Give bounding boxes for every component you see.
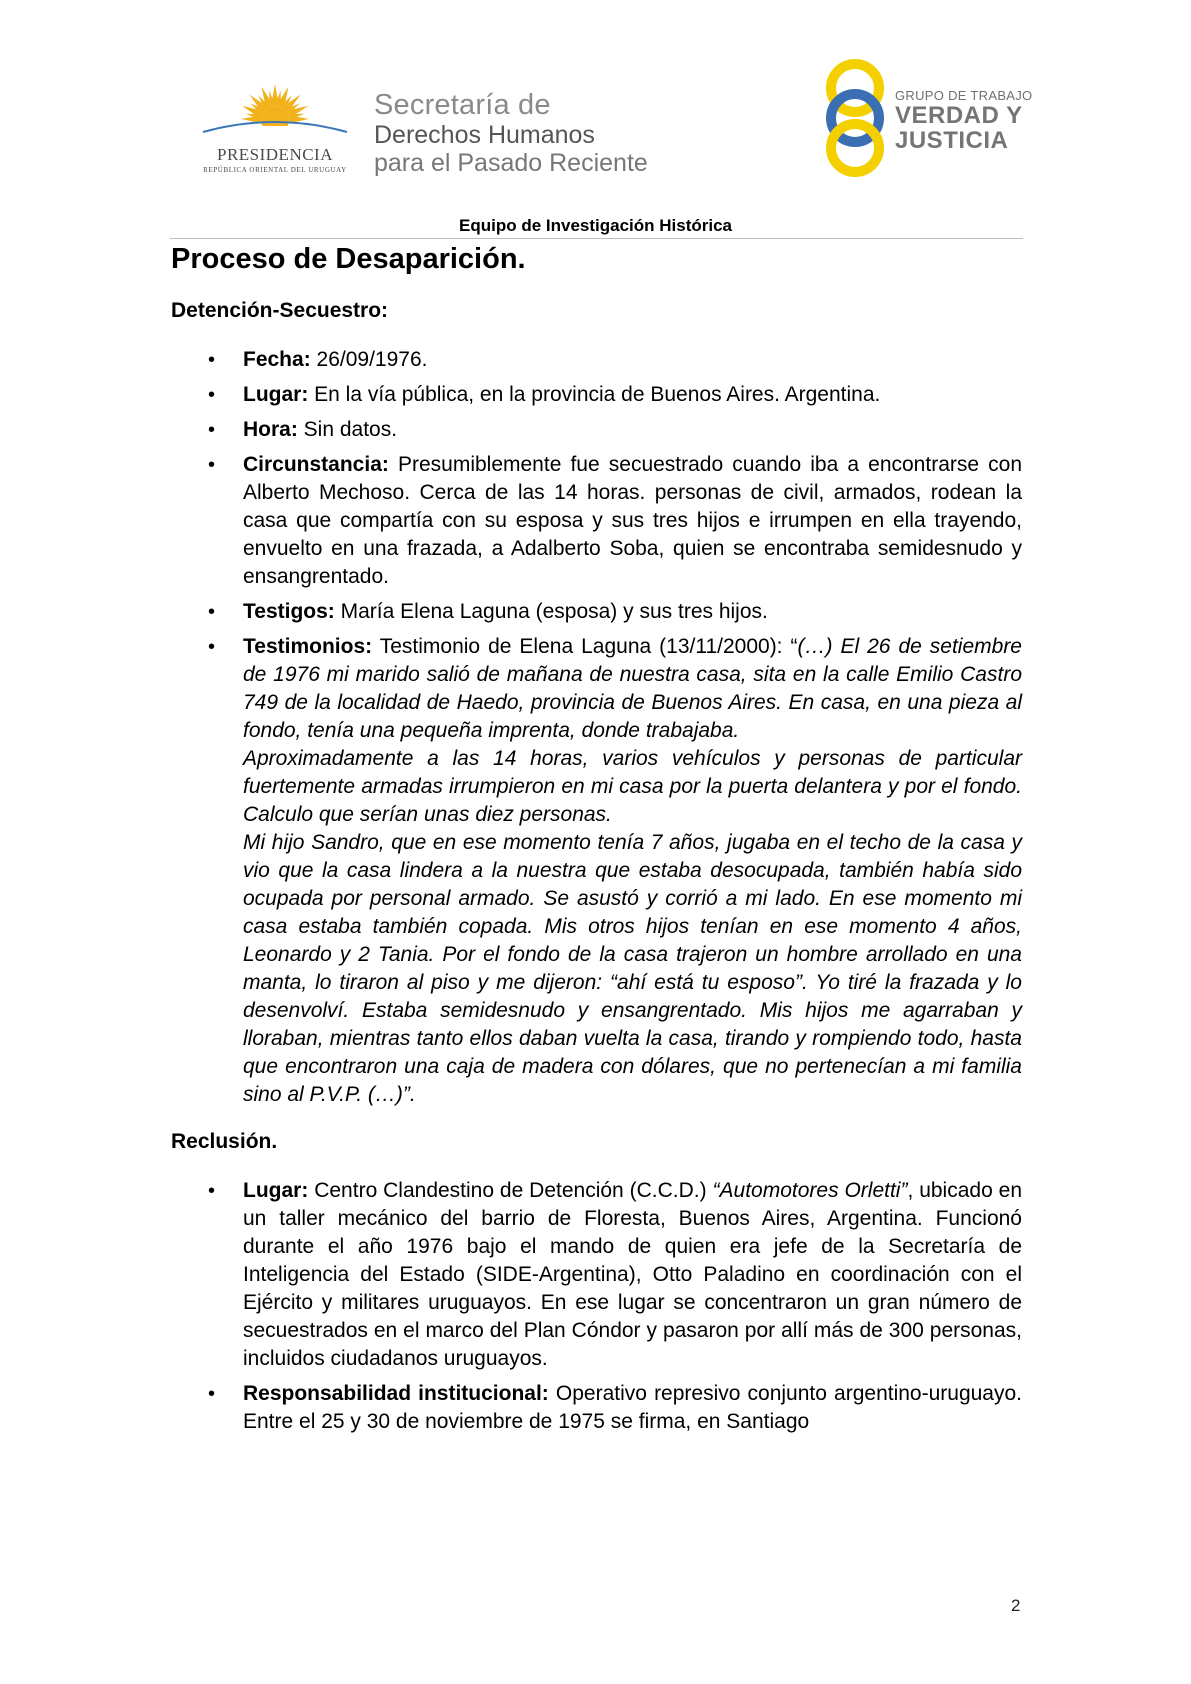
page-header <box>0 0 1191 235</box>
circunstancia-value: Presumiblemente fue secuestrado cuando iba a encontrarse con Alberto Mechoso. Cerca de las 14 horas. personas de civil, armados, rodean la casa que compartía con su esposa y sus tres hijos e irrumpen en ella trayendo, envuelto en una frazada, a Adalberto Soba, quien se encontraba semidesnudo y ensangrentado. <box>243 453 1022 588</box>
document-body <box>171 242 1022 1443</box>
list-item-fecha <box>171 346 1022 374</box>
testimonio-paragraph-1: (…) El 26 de setiembre de 1976 mi marido salió de mañana de nuestra casa, sita en la calle Emilio Castro 749 de la localidad de Haedo, provincia de Buenos Aires. En casa, en una pieza al fondo, tenía una pequeña imprenta, donde trabajaba. <box>243 635 1022 742</box>
fecha-value: 26/09/1976. <box>310 348 428 371</box>
testimonios-intro: Testimonio de Elena Laguna (13/11/2000): “ <box>372 635 798 658</box>
reclusion-lugar-label: Lugar: <box>243 1179 309 1202</box>
section-heading-reclusion: Reclusión. <box>171 1130 278 1153</box>
page-title: Proceso de Desaparición. <box>171 243 526 275</box>
team-name: Equipo de Investigación Histórica <box>459 216 732 235</box>
gtvj-line-3: JUSTICIA <box>895 127 1009 154</box>
hora-label: Hora: <box>243 418 298 441</box>
verdad-justicia-rings-icon <box>820 58 890 178</box>
circunstancia-label: Circunstancia: <box>243 453 389 476</box>
reclusion-lugar-post: , ubicado en un taller mecánico del barrio de Floresta, Buenos Aires, Argentina. Funcionó durante el año 1976 bajo el mando de quien era jefe de la Secretaría de Inteligencia del Estado (SIDE-Argentina), Otto Paladino en coordinación con el Ejército y militares uruguayos. En ese lugar se concentraron un gran número de secuestrados en el marco del Plan Cóndor y pasaron por allí más de 300 personas, incluidos ciudadanos uruguayos. <box>243 1179 1022 1370</box>
list-item-reclusion-lugar <box>171 1177 1022 1373</box>
detencion-list <box>171 346 1022 1109</box>
bullet-icon: • <box>208 349 216 371</box>
header-divider <box>170 238 1023 239</box>
reclusion-lugar-pre: Centro Clandestino de Detención (C.C.D.) <box>308 1179 713 1202</box>
bullet-icon: • <box>208 601 216 623</box>
testimonio-paragraph-2: Aproximadamente a las 14 horas, varios vehículos y personas de particular fuertemente armadas irrumpieron en mi casa por la puerta delantera y por el fondo. Calculo que serían unas diez personas. <box>243 747 1022 826</box>
bullet-icon: • <box>208 636 216 658</box>
responsabilidad-value: Operativo represivo conjunto argentino-uruguayo. Entre el 25 y 30 de noviembre de 1975 se firma, en Santiago <box>243 1382 1022 1433</box>
list-item-testigos <box>171 598 1022 626</box>
presidencia-name: PRESIDENCIA <box>216 145 333 164</box>
secretaria-line-1: Secretaría de <box>374 89 551 121</box>
lugar-value: En la vía pública, en la provincia de Buenos Aires. Argentina. <box>308 383 881 406</box>
testigos-label: Testigos: <box>243 600 335 623</box>
gtvj-line-1: GRUPO DE TRABAJO <box>895 88 1033 103</box>
list-item-hora <box>171 416 1022 444</box>
fecha-label: Fecha: <box>243 348 311 371</box>
bullet-icon: • <box>208 1180 216 1202</box>
bullet-icon: • <box>208 419 216 441</box>
page-number: 2 <box>1011 1596 1021 1615</box>
presidencia-logo <box>195 82 355 182</box>
reclusion-list <box>171 1177 1022 1436</box>
testimonios-label: Testimonios: <box>243 635 373 658</box>
list-item-testimonios <box>171 633 1022 1109</box>
responsabilidad-label: Responsabilidad institucional: <box>243 1382 549 1405</box>
bullet-icon: • <box>208 384 216 406</box>
list-item-circunstancia <box>171 451 1022 591</box>
secretaria-title <box>374 90 648 177</box>
secretaria-line-3: para el Pasado Reciente <box>374 149 648 177</box>
gtvj-line-2: VERDAD Y <box>895 102 1023 129</box>
sun-emblem-icon <box>195 82 355 144</box>
testigos-value: María Elena Laguna (esposa) y sus tres hijos. <box>334 600 768 623</box>
verdad-justicia-logo-text <box>895 88 1032 153</box>
list-item-lugar <box>171 381 1022 409</box>
list-item-responsabilidad <box>171 1380 1022 1436</box>
lugar-label: Lugar: <box>243 383 309 406</box>
presidencia-subtitle: REPÚBLICA ORIENTAL DEL URUGUAY <box>203 166 347 174</box>
section-heading-detencion: Detención-Secuestro: <box>171 299 389 322</box>
reclusion-lugar-name: “Automotores Orletti” <box>712 1179 908 1202</box>
bullet-icon: • <box>208 1383 216 1405</box>
secretaria-line-2: Derechos Humanos <box>374 121 595 149</box>
testimonio-paragraph-3: Mi hijo Sandro, que en ese momento tenía 7 años, jugaba en el techo de la casa y vio que la casa lindera a la nuestra que estaba desocupada, también había sido ocupada por personal armado. Se asustó y corrió a mi lado. En ese momento mi casa estaba también copada. Mis otros hijos tenían en ese momento 4 años, Leonardo y 2 Tania. Por el fondo de la casa trajeron un hombre arrollado en una manta, lo tiraron al piso y me dijeron: “ahí está tu esposo”. Yo tiré la frazada y lo desenvolví. Estaba semidesnudo y ensangrentado. Mis hijos me agarraban y lloraban, mientras tanto ellos daban vuelta la casa, tirando y rompiendo todo, hasta que encontraron una caja de madera con dólares, que no pertenecían a mi familia sino al P.V.P. (…)”. <box>243 831 1022 1106</box>
bullet-icon: • <box>208 454 216 476</box>
hora-value: Sin datos. <box>297 418 398 441</box>
